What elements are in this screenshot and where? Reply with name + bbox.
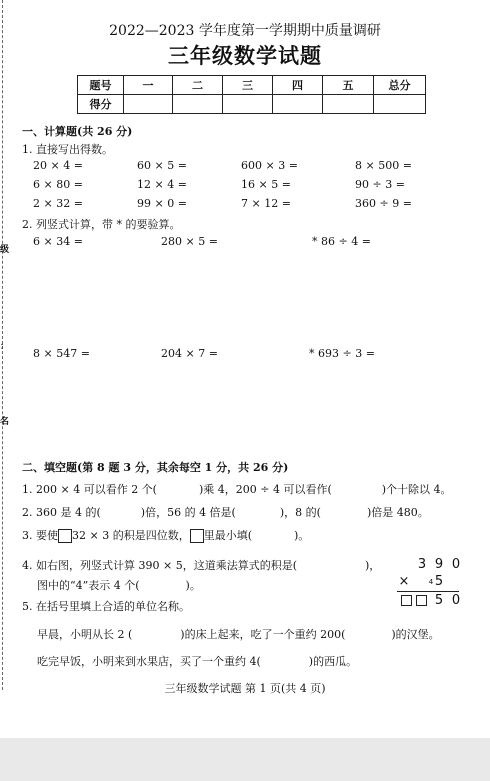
multiply-sign: × xyxy=(398,574,410,589)
score-input-cell[interactable] xyxy=(124,95,173,114)
section1-title: 一、计算题(共 26 分) xyxy=(22,125,133,138)
vertical-result-row xyxy=(393,593,463,609)
fill-q5-text: )的汉堡。 xyxy=(391,628,440,641)
mental-calc-item: 600 × 3 = xyxy=(241,159,298,172)
score-header-cell: 三 xyxy=(223,76,273,95)
vertical-digit: 5 xyxy=(434,593,444,608)
mental-calc-item: 20 × 4 = xyxy=(33,159,83,172)
fill-q5-text: )的床上起来，吃了一个重约 200( xyxy=(180,628,346,641)
fill-q5-line1 xyxy=(37,626,440,642)
digit-box[interactable] xyxy=(58,529,72,543)
score-input-cell[interactable] xyxy=(374,95,426,114)
fill-q3-text: 32 × 3 的积是四位数， xyxy=(72,529,190,542)
fill-q1-text: 1. 200 × 4 可以看作 2 个( xyxy=(22,483,157,496)
binding-label-colon: ： xyxy=(0,342,10,352)
score-header-cell: 题号 xyxy=(78,76,124,95)
section1-q2-title: 2. 列竖式计算，带 * 的要验算。 xyxy=(22,218,181,231)
score-row-label: 得分 xyxy=(78,95,124,114)
score-input-cell[interactable] xyxy=(173,95,223,114)
result-box[interactable] xyxy=(414,595,428,610)
mental-calc-item: 16 × 5 = xyxy=(241,178,291,191)
fill-q3 xyxy=(22,527,309,543)
column-calc-item: 204 × 7 = xyxy=(161,347,218,360)
vertical-divider-line xyxy=(397,591,459,592)
section1-q1-title: 1. 直接写出得数。 xyxy=(22,143,113,156)
score-header-cell: 四 xyxy=(273,76,323,95)
vertical-digit: 9 xyxy=(434,557,444,572)
score-input-cell[interactable] xyxy=(223,95,273,114)
score-input-cell[interactable] xyxy=(273,95,323,114)
fill-q1-text: )个十除以 4。 xyxy=(381,483,452,496)
fill-q2-text: 2. 360 是 4 的( xyxy=(22,506,101,519)
mental-calc-item: 6 × 80 = xyxy=(33,178,83,191)
vertical-digit: 5 xyxy=(434,574,444,589)
fill-q4-line1 xyxy=(22,557,380,573)
vertical-multiplier-row xyxy=(393,574,463,590)
fill-q5-title: 5. 在括号里填上合适的单位名称。 xyxy=(22,600,190,613)
binding-label-class: 级 xyxy=(0,245,10,255)
fill-q3-text: 里最小填( xyxy=(203,529,252,542)
column-calc-item: * 86 ÷ 4 = xyxy=(312,235,371,248)
viewer-bottom-bar xyxy=(0,738,490,781)
binding-label-name: 名 xyxy=(0,417,10,427)
vertical-top-row xyxy=(393,557,463,573)
fill-q2-text: )倍是 480。 xyxy=(366,506,429,519)
vertical-digit: 0 xyxy=(451,557,461,572)
column-calc-item: 280 × 5 = xyxy=(161,235,218,248)
fill-q2-text: )倍，56 的 4 倍是( xyxy=(140,506,236,519)
column-calc-item: 6 × 34 = xyxy=(33,235,83,248)
mental-calc-item: 90 ÷ 3 = xyxy=(355,178,405,191)
score-input-cell[interactable] xyxy=(323,95,374,114)
result-box[interactable] xyxy=(399,595,413,610)
digit-box[interactable] xyxy=(190,529,204,543)
mental-calc-item: 360 ÷ 9 = xyxy=(355,197,412,210)
fill-q5-text: 吃完早饭，小明来到水果店，买了一个重约 4( xyxy=(37,655,261,668)
mental-calc-item: 2 × 32 = xyxy=(33,197,83,210)
fill-q4-text: )， xyxy=(364,559,381,572)
column-calc-item: 8 × 547 = xyxy=(33,347,90,360)
page-footer: 三年级数学试题 第 1 页(共 4 页) xyxy=(164,682,326,695)
exam-title: 三年级数学试题 xyxy=(168,43,322,68)
mental-calc-item: 7 × 12 = xyxy=(241,197,291,210)
mental-calc-item: 8 × 500 = xyxy=(355,159,412,172)
score-header-cell: 二 xyxy=(173,76,223,95)
score-table-score-row xyxy=(78,95,426,114)
score-table-header-row xyxy=(78,76,426,95)
fill-q4-text: 4. 如右图，列竖式计算 390 × 5，这道乘法算式的积是( xyxy=(22,559,297,572)
section2-title: 二、填空题(第 8 题 3 分，其余每空 1 分，共 26 分) xyxy=(22,461,289,474)
fill-q4-line2 xyxy=(37,577,201,593)
fill-q5-line2 xyxy=(37,653,357,669)
fill-q2-text: )，8 的( xyxy=(279,506,321,519)
fill-q4-text: )。 xyxy=(185,579,201,592)
fill-q1 xyxy=(22,481,452,497)
score-header-cell: 总分 xyxy=(374,76,426,95)
mental-calc-item: 99 × 0 = xyxy=(137,197,187,210)
score-header-cell: 一 xyxy=(124,76,173,95)
mental-calc-item: 12 × 4 = xyxy=(137,178,187,191)
vertical-digit: 3 xyxy=(417,557,427,572)
fill-q1-text: )乘 4，200 ÷ 4 可以看作( xyxy=(198,483,332,496)
vertical-digit: 0 xyxy=(451,593,461,608)
fill-q5-text: 早晨，小明从长 2 ( xyxy=(37,628,133,641)
score-table xyxy=(77,75,426,114)
fill-q2 xyxy=(22,504,429,520)
carry-digit: 4 xyxy=(428,578,434,586)
score-header-cell: 五 xyxy=(323,76,374,95)
fill-q3-text: )。 xyxy=(294,529,310,542)
fill-q4-text: 图中的“4”表示 4 个( xyxy=(37,579,140,592)
exam-subtitle: 2022—2023 学年度第一学期期中质量调研 xyxy=(109,23,381,39)
column-calc-item: * 693 ÷ 3 = xyxy=(309,347,375,360)
mental-calc-item: 60 × 5 = xyxy=(137,159,187,172)
fill-q5-text: )的西瓜。 xyxy=(308,655,358,668)
fill-q3-text: 3. 要使 xyxy=(22,529,58,542)
